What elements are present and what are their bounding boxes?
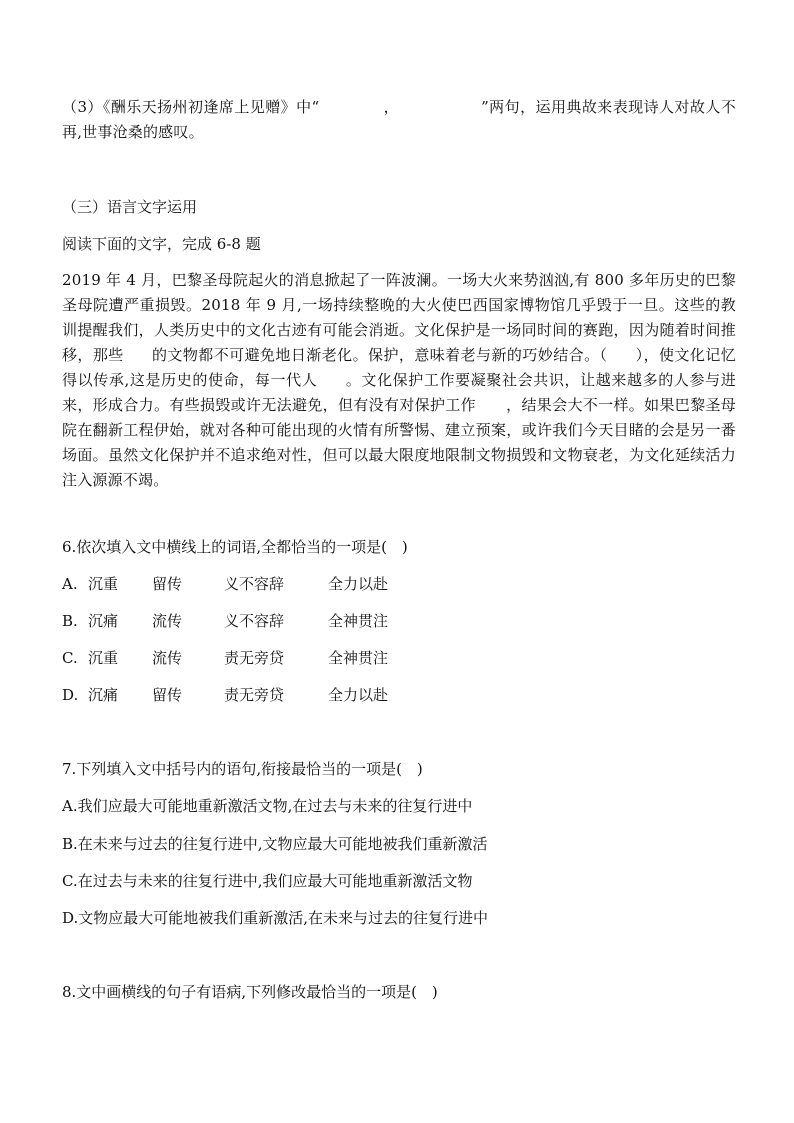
option-word-1: 沉重 [88, 649, 119, 667]
q7-option-a: A.我们应最大可能地重新激活文物,在过去与未来的往复行进中 [62, 797, 473, 815]
option-word-2: 留传 [152, 575, 183, 593]
passage-part-3: ），使文化记忆得以传承,这是历史的使命，每一代人 [62, 346, 736, 389]
option-word-4: 全力以赴 [328, 575, 389, 593]
passage-part-1: 2019 年 4 月，巴黎圣母院起火的消息掀起了一阵波澜。一场大火来势汹汹,有 800 多年历史的巴黎圣母院遭严重损毁。2018 年 9 月,一场持续整晚的大火使巴西国家博物馆几乎毁于一旦。这些的教训提醒我们，人类历史中的文化古迹有可能会消逝。文化保护是一场同时间的赛跑，因为随着时间推移，那些 [62, 271, 736, 364]
option-label: D. [62, 686, 79, 704]
passage-paragraph [62, 268, 736, 493]
q3-paragraph [62, 95, 736, 145]
q7-option-d: D.文物应最大可能地被我们重新激活,在未来与过去的往复行进中 [62, 909, 489, 927]
q7-option-b: B.在未来与过去的往复行进中,文物应最大可能地被我们重新激活 [62, 835, 488, 853]
option-word-1: 沉重 [88, 575, 119, 593]
q8-stem: 8.文中画横线的句子有语病,下列修改最恰当的一项是( ) [62, 983, 438, 1001]
option-word-1: 沉痛 [88, 686, 119, 704]
instruction: 阅读下面的文字，完成 6-8 题 [62, 235, 261, 253]
q6-stem: 6.依次填入文中横线上的词语,全都恰当的一项是( ) [62, 538, 408, 556]
option-label: A. [62, 575, 78, 593]
q3-comma: ， [383, 98, 400, 116]
section-title: （三）语言文字运用 [62, 198, 198, 216]
option-word-1: 沉痛 [88, 612, 119, 630]
option-word-2: 流传 [152, 612, 183, 630]
q3-suffix: ”两句，运用典故来表现诗人对故人不再,世事沧桑的感叹。 [62, 98, 736, 141]
passage-part-5: ，结果会大不一样。如果巴黎圣母院在翻新工程伊始，就对各种可能出现的火情有所警惕、建立预案，或许我们今天目睹的会是另一番场面。虽然文化保护并不追求绝对性，但可以最大限度地限制文物损毁和文物衰老，为文化延续活力注入源源不竭。 [62, 396, 736, 489]
option-word-4: 全神贯注 [328, 612, 389, 630]
option-word-4: 全力以赴 [328, 686, 389, 704]
q7-option-c: C.在过去与未来的往复行进中,我们应最大可能地重新激活文物 [62, 872, 473, 890]
q7-stem: 7.下列填入文中括号内的语句,衔接最恰当的一项是( ) [62, 760, 423, 778]
option-word-3: 义不容辞 [224, 575, 285, 593]
q3-prefix: （3）《酬乐天扬州初逢席上见赠》中“ [62, 98, 320, 116]
option-label: C. [62, 649, 78, 667]
option-word-3: 义不容辞 [224, 612, 285, 630]
passage-part-2: 的文物都不可避免地日渐老化。保护，意味着老与新的巧妙结合。（ [151, 346, 608, 364]
passage-part-4: 。文化保护工作要凝聚社会共识，让越来越多的人参与进来，形成合力。有些损毁或许无法避免，但有没有对保护工作 [62, 371, 736, 414]
option-word-3: 责无旁贷 [224, 649, 285, 667]
option-word-2: 流传 [152, 649, 183, 667]
option-word-2: 留传 [152, 686, 183, 704]
option-word-4: 全神贯注 [328, 649, 389, 667]
option-label: B. [62, 612, 78, 630]
option-word-3: 责无旁贷 [224, 686, 285, 704]
